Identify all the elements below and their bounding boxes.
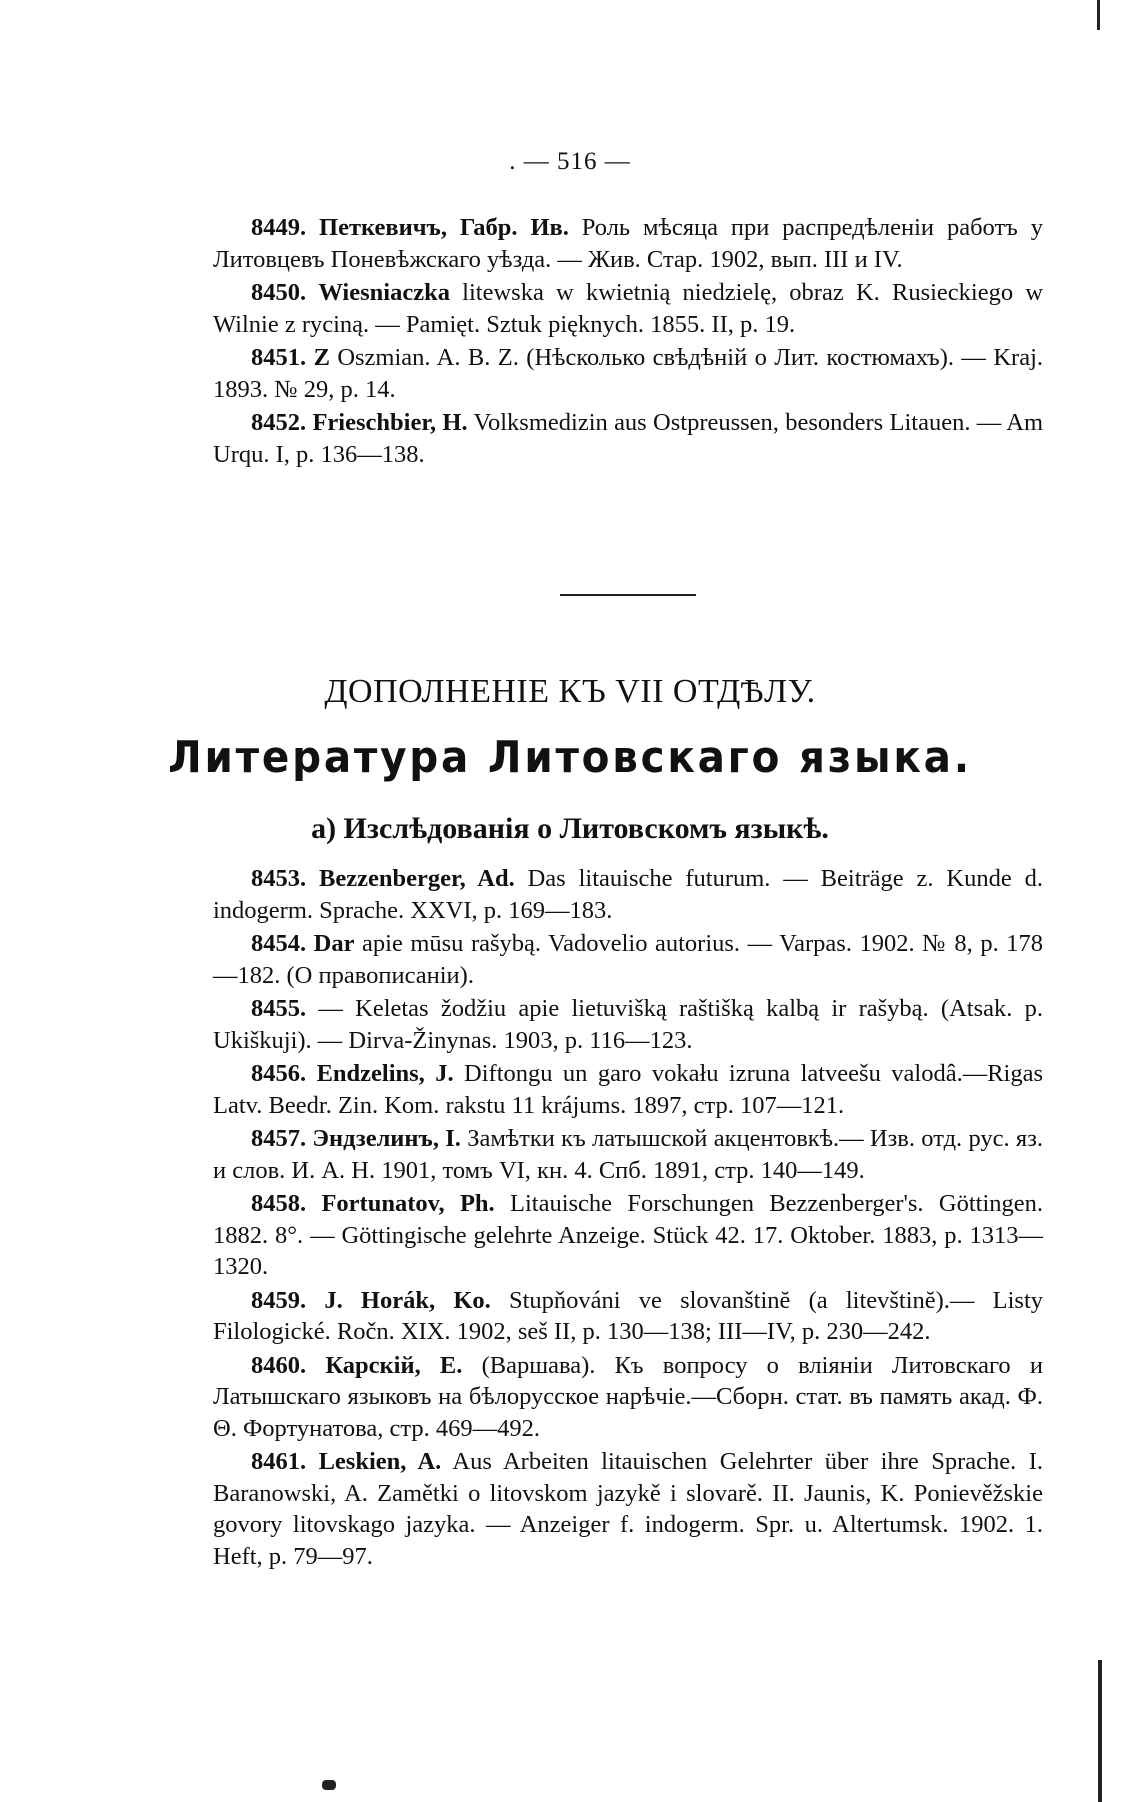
- subsection-title: а) Изслѣдованія о Литовскомъ языкѣ.: [311, 812, 829, 845]
- top-entries: [213, 212, 1043, 472]
- entry-8449: 8449. Петкевичъ, Габр. Ив. Роль мѣсяца при распредѣленіи работъ у Литовцевъ Поневѣжскаго уѣзда. — Жив. Стар. 1902, вып. III и IV.: [213, 214, 1043, 273]
- page-edge-mark-top: [1097, 0, 1100, 30]
- entry-8450: 8450. Wiesniaczka litewska w kwietnią niedzielę, obraz K. Rusieckiego w Wilnie z ryciną. — Pamięt. Sztuk pięknych. 1855. II, p. 19.: [213, 279, 1044, 338]
- entry-8451: 8451. Z Oszmian. A. B. Z. (Нѣсколько свѣдѣній о Лит. костюмахъ). — Kraj. 1893. № 29, p. 14.: [213, 344, 1044, 403]
- entry-8458: 8458. Fortunatov, Ph. Litauische Forschungen Bezzenberger's. Göttingen. 1882. 8°. — Göttingische gelehrte Anzeige. Stück 42. 17. Oktober. 1883, p. 1313—1320.: [213, 1190, 1043, 1280]
- entry-8453: 8453. Bezzenberger, Ad. Das litauische futurum. — Beiträge z. Kunde d. indogerm. Sprache. XXVI, p. 169—183.: [213, 865, 1044, 924]
- bottom-entries: [213, 863, 1043, 1574]
- section-heading: ДОПОЛНЕНІЕ КЪ VII ОТДѢЛУ.: [324, 673, 816, 710]
- entry-8456: 8456. Endzelins, J. Diftongu un garo vokału izruna latveešu valodâ.—Rigas Latv. Beedr. Zin. Kom. rakstu 11 krájums. 1897, стр. 107—121.: [213, 1060, 1044, 1119]
- section-title: Литература Литовскаго языка.: [168, 732, 972, 783]
- section-divider: [560, 594, 696, 596]
- entry-8455: 8455. — Keletas žodžiu apie lietuvišką raštišką kalbą ir rašybą. (Atsak. p. Ukiškuji). — Dirva-Žinynas. 1903, p. 116—123.: [213, 995, 1043, 1054]
- ink-smudge: [322, 1780, 336, 1790]
- entry-8460: 8460. Карскій, Е. (Варшава). Къ вопросу о вліяніи Литовскаго и Латышскаго языковъ на бѣлорусское нарѣчіе.—Сборн. стат. въ память акад. Ф. Θ. Фортунатова, стр. 469—492.: [213, 1351, 1044, 1442]
- page-edge-mark-bottom: [1098, 1660, 1102, 1802]
- page-number: . — 516 —: [509, 148, 631, 175]
- entry-8457: 8457. Эндзелинъ, I. Замѣтки къ латышской акцентовкѣ.— Изв. отд. рус. яз. и слов. И. А. Н. 1901, томъ VI, кн. 4. Спб. 1891, стр. 140—149.: [213, 1125, 1043, 1184]
- entry-8461: 8461. Leskien, A. Aus Arbeiten litauischen Gelehrter über ihre Sprache. I. Baranowski, A. Zamětki o litovskom jazykě i slovarě. II. Jaunis, K. Ponievěžskie govory litovskago jazyka. — Anzeiger f. indogerm. Spr. u. Altertumsk. 1902. 1. Heft, p. 79—97.: [213, 1448, 1043, 1570]
- entry-8452: 8452. Frieschbier, H. Volksmedizin aus Ostpreussen, besonders Litauen. — Am Urqu. I, p. 136—138.: [213, 409, 1044, 468]
- entry-8454: 8454. Dar apie mūsu rašybą. Vadovelio autorius. — Varpas. 1902. № 8, p. 178—182. (О правописаніи).: [213, 930, 1043, 989]
- entry-8459: 8459. J. Horák, Ko. Stupňováni ve slovanštinĕ (a litevštinĕ).— Listy Filologické. Ročn. XIX. 1902, seš II, p. 130—138; III—IV, p. 230—242.: [213, 1286, 1043, 1345]
